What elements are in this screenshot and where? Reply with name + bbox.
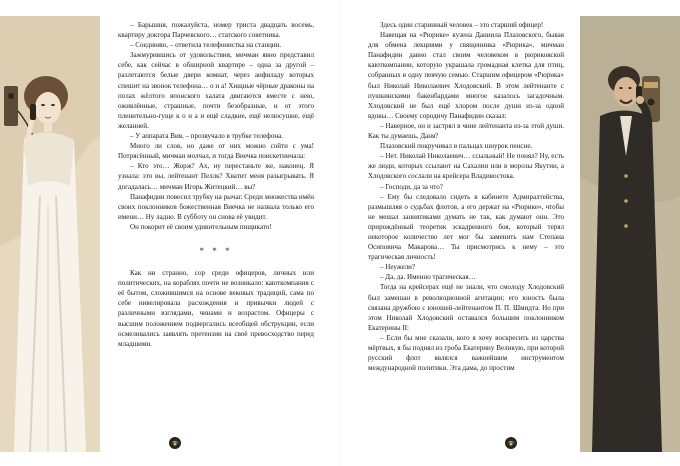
paragraph: – Да, да. Именно трагическая… [380,273,476,282]
paragraph: Здесь один старинный человек – это старший офицер! [380,21,544,29]
woman-on-telephone-illustration [0,16,100,452]
paragraph: Как ни странно, сор среди офицеров, личных или политических, на кораблях почти не возникало: каюткомпания с её бытом, сложившимся на основе вековых традиций, сама по себе нивелировала расхождения и привычки людей с различными взглядами, чинами и возрастом. Офицеры с высшим положением подвергались всеобщей обструкции, если осмеливались заявлять претензии на своё превосходство перед младшими. [118,269,314,348]
page-gutter [339,0,341,466]
paragraph: – У аппарата Вия, – прозвучало в трубке телефона. [130,132,284,141]
right-page-text [368,20,564,373]
eagle-ornament-icon [504,436,518,450]
paragraph: – Неужели? [380,263,416,272]
paragraph: – Ему бы следовало сидеть в кабинете Адмиралтейства, размышляя о судьбах флотов, а его держат на «Рюрике», чтобы не мешал заниятиками думать не так, как думают они. Это прирождённый теоретик эскадренного боя, который терял некоторое количество лет мог бы заменить нам Степана Осиповича Макарова… Ты присмотрись к нему – это трагическая личность! [368,192,564,262]
paragraph: – Нет. Николай Николаевич… ссыльный! Не понял? Ну, есть же люди, которых ссылают на Сахалин или в морозы Якутии, а Хлодовского сослали на крейсера Владивостока. [368,152,564,181]
paragraph: Панафидин повесил трубку на рычаг. Среди множества имён своих поклонников божественная Виечка не назвала только его имени… Ну ладно. В субботу он снова её увидит. [118,192,314,221]
paragraph: – Если бы мне сказали, кого я хочу воскресить из царства мёртвых, я бы поднял из гроба Екатерину Великую, при которой русский флот являлся важнейшим инструментом международной политики. Эта дама, до простим [368,333,564,373]
paragraph: Навещая на «Рюрике» кузена Даниила Плазовского, бывая для обмена лекциями у священника «Рюрика», мичман Панафидин давно стал своим человеком в рюриковской каюткомпании, которую украшала громадная клетка для птиц, собранных в одну певчую семью. Старшим офицером «Рюрика» был Николай Николаевич Хлодовский. В этом лейтенанте с пушкинскими бакенбардами многое казалось загадочным. Хлодовский не был ещё хлором после души из-за одной вдовы… Своему сородичу Панафидин сказал: [368,31,564,120]
paragraph: – Господи, да за что? [380,182,443,191]
paragraph: Тогда на крейсерах ещё не знали, что смолоду Хлодовский был замешан в революционной агитации; его юность была связана дружбою с юношей-лейтенантом П. П. Шмидта. Но при этом Николай Хлодовский оставался большим поклонником Екатерины II: [368,283,564,332]
paragraph: Зажмурившись от удовольствия, мичман явно представил себе, как сейчас в обширной квартире – одна за другой – разлетаются белые двери комнат, через анфиладу которых спешит на звонок телефона… о н а! Хищные чёрные драконы на полах жёлтого японского халата двигаются вместе с нею, оживлённые, страшные, почти безобразные, и от этого пленительно-гуще к о н а и ещё сладкие, ещё нелюсушне, ещё желанней. [118,51,314,130]
paragraph: – Наверное, он и застрял в чине лейтенанта из-за этой души. Как ты думаешь, Даня? [368,121,564,141]
paragraph: Много ли слов, но даже от них можно сойти с ума! Потрясённый, мичман молчал, и тогда Виечка поискетничала: [118,142,314,161]
paragraph: – Кто это… Жорж? Ах, ну перестаньте же, наконец. Я узнала: это вы, лейтенант Пеллк? Хватит меня разыгрывать. Я догадалась… мичман Игорь Житецкий… вы? [118,162,314,191]
left-page-text [118,20,314,349]
paragraph: – Соединяю, – ответила телефонистка на станции. [130,41,282,50]
section-separator: * * * [199,245,233,256]
paragraph: – Барышня, пожалуйста, номер триста двадцать восемь, квартиру доктора Парчевского… статского советника. [118,21,314,40]
officer-on-telephone-illustration [580,16,680,452]
paragraph: Он покорит её своим удивительным пищикато! [130,222,272,231]
eagle-ornament-icon [168,436,182,450]
paragraph: Плазовский покручивал в пальцах шнурок пенсне. [380,142,533,151]
